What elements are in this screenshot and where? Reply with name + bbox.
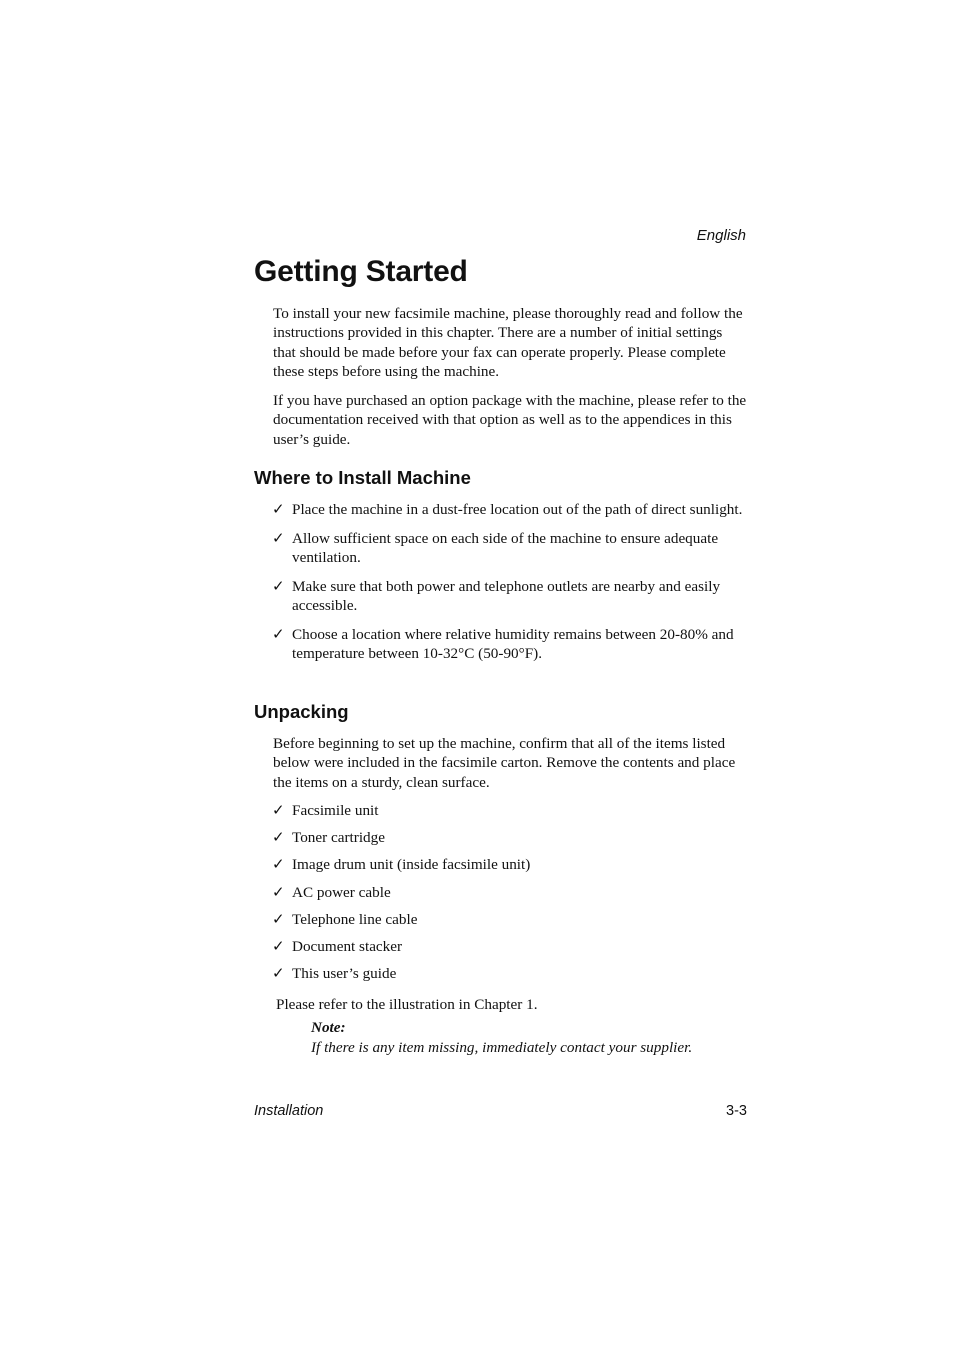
list-item bbox=[272, 855, 750, 874]
list-item bbox=[272, 801, 750, 820]
list-item-text: Allow sufficient space on each side of the machine to ensure adequate ventilation. bbox=[292, 529, 719, 567]
checkmark-icon: ✓ bbox=[272, 964, 285, 983]
unpacking-intro: Before beginning to set up the machine, confirm that all of the items listed below were included in the facsimile carton. Remove the contents and place the items on a sturdy, clean surface. bbox=[273, 735, 736, 791]
list-item-text: Toner cartridge bbox=[292, 829, 385, 847]
list-item bbox=[272, 937, 750, 956]
list-item bbox=[272, 828, 750, 847]
list-item-text: Make sure that both power and telephone outlets are nearby and easily accessible. bbox=[292, 577, 721, 615]
language-label: English bbox=[696, 227, 746, 244]
checkmark-icon: ✓ bbox=[272, 624, 285, 643]
list-item-text: Place the machine in a dust-free location out of the path of direct sunlight. bbox=[292, 501, 743, 518]
illustration-reference: Please refer to the illustration in Chapter 1. bbox=[276, 996, 538, 1013]
list-item bbox=[272, 577, 750, 616]
page-title: Getting Started bbox=[254, 255, 468, 288]
unpacking-heading: Unpacking bbox=[254, 701, 349, 722]
checkmark-icon: ✓ bbox=[272, 936, 285, 955]
checkmark-icon: ✓ bbox=[272, 801, 285, 819]
checkmark-icon: ✓ bbox=[272, 576, 285, 595]
list-item bbox=[272, 910, 750, 929]
list-item bbox=[272, 625, 750, 664]
checkmark-icon: ✓ bbox=[272, 500, 285, 518]
list-item bbox=[272, 964, 750, 983]
install-list bbox=[272, 500, 750, 673]
list-item-text: Telephone line cable bbox=[292, 910, 418, 928]
unpacking-list bbox=[272, 801, 750, 991]
checkmark-icon: ✓ bbox=[272, 909, 285, 928]
list-item-text: AC power cable bbox=[292, 883, 391, 901]
list-item-text: Facsimile unit bbox=[292, 802, 379, 819]
install-heading: Where to Install Machine bbox=[254, 467, 471, 488]
list-item bbox=[272, 500, 750, 519]
note-text: If there is any item missing, immediately contact your supplier. bbox=[311, 1039, 693, 1056]
checkmark-icon: ✓ bbox=[272, 882, 285, 901]
list-item-text: Choose a location where relative humidity remains between 20-80% and temperature between 10-32°C (50-90°F). bbox=[292, 625, 734, 663]
list-item bbox=[272, 529, 750, 568]
intro-paragraph-2: If you have purchased an option package with the machine, please refer to the documentation received with that option as well as to the appendices in this user’s guide. bbox=[273, 392, 747, 448]
list-item-text: Image drum unit (inside facsimile unit) bbox=[292, 856, 531, 874]
list-item-text: This user’s guide bbox=[292, 965, 397, 983]
intro-paragraph-1: To install your new facsimile machine, please thoroughly read and follow the instructions provided in this chapter. There are a number of initial settings that should be made before your fax can operate properly. Please complete these steps before using the machine. bbox=[273, 305, 743, 380]
list-item bbox=[272, 883, 750, 902]
checkmark-icon: ✓ bbox=[272, 528, 285, 547]
page-number: 3-3 bbox=[726, 1103, 747, 1119]
checkmark-icon: ✓ bbox=[272, 828, 285, 847]
checkmark-icon: ✓ bbox=[272, 855, 285, 874]
footer-section: Installation bbox=[254, 1103, 324, 1119]
note-label: Note: bbox=[311, 1019, 346, 1036]
list-item-text: Document stacker bbox=[292, 937, 403, 955]
